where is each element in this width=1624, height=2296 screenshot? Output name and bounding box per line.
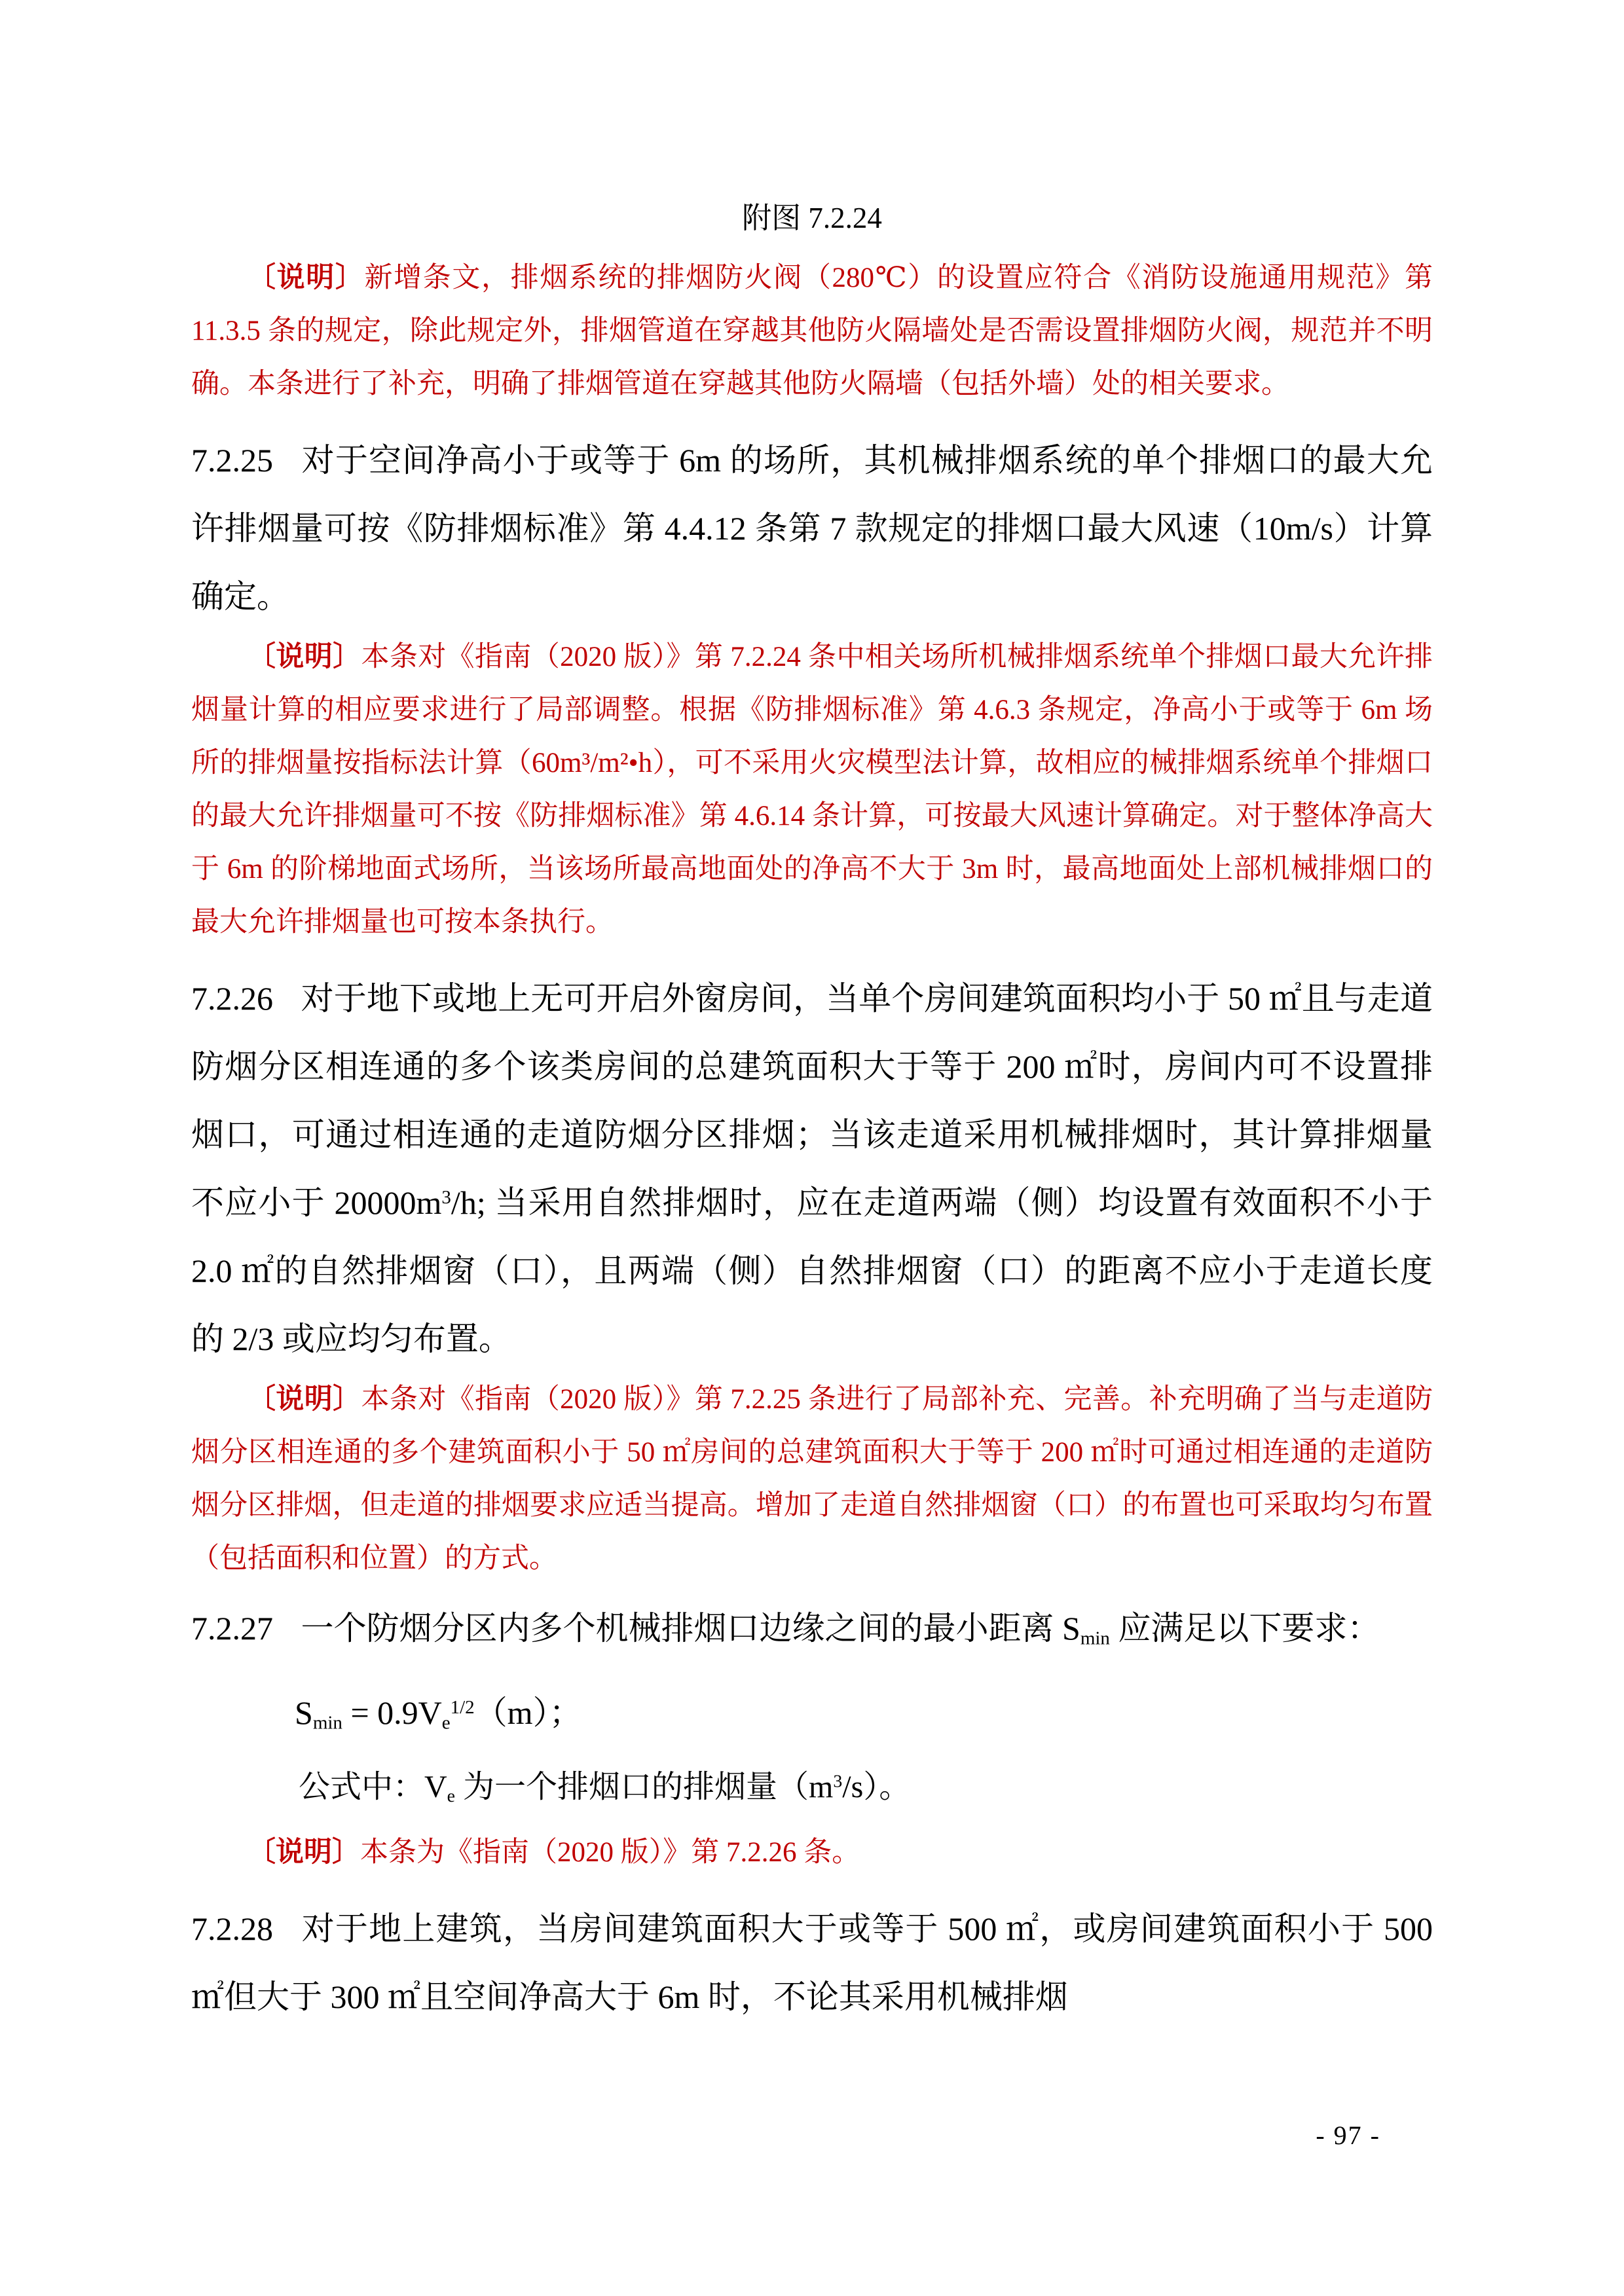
clause-text: 对于地上建筑，当房间建筑面积大于或等于 500 ㎡，或房间建筑面积小于 500 ㎡但大于 300 ㎡且空间净高大于 6m 时，不论其采用机械排烟 — [191, 1910, 1433, 2015]
clause-text: 一个防烟分区内多个机械排烟口边缘之间的最小距离 $S_{min}$ 应满足以下要求： — [301, 1610, 1380, 1649]
note-paragraph-7224 — [191, 251, 1433, 410]
clause-paragraph-7228 — [191, 1895, 1433, 2031]
note-paragraph-7225 — [191, 630, 1433, 949]
note-label: 〔说明〕 — [248, 263, 365, 293]
clause-number: 7.2.28 — [191, 1910, 273, 1947]
formula-smin: $S_{min} = 0.9V_e^{1/2}(m)$； — [295, 1694, 582, 1734]
note-label: 〔说明〕 — [248, 1384, 361, 1415]
clause-text: 对于地下或地上无可开启外窗房间，当单个房间建筑面积均小于 50 ㎡且与走道防烟分区相连通的多个该类房间的总建筑面积大于等于 200 ㎡时，房间内可不设置排烟口，可通过相连通的走道防烟分区排烟；当该走道采用机械排烟时，其计算排烟量不应小于 $20000m^3/h$; 当采用自然排烟时，应在走道两端（侧）均设置有效面积不小于 2.0 ㎡的自然排烟窗（口），且两端（侧）自然排烟窗（口）的距离不应小于走道长度的 2/3 或应均匀布置。 — [191, 980, 1433, 1357]
note-label: 〔说明〕 — [248, 642, 361, 672]
note-label: 〔说明〕 — [248, 1837, 360, 1868]
clause-paragraph-7227 — [191, 1594, 1433, 1662]
clause-paragraph-7225 — [191, 426, 1433, 630]
formula-explanation: 公式中：$V_e$ 为一个排烟口的排烟量$(m^3/s)$。 — [299, 1770, 911, 1806]
clause-number: 7.2.25 — [191, 442, 273, 479]
note-text: 本条对《指南（2020 版）》第 7.2.25 条进行了局部补充、完善。补充明确了当与走道防烟分区相连通的多个建筑面积小于 50 ㎡房间的总建筑面积大于等于 200 ㎡时可通过相连通的走道防烟分区排烟，但走道的排烟要求应适当提高。增加了走道自然排烟窗（口）的布置也可采取均匀布置（包括面积和位置）的方式。 — [191, 1384, 1433, 1574]
page-content — [191, 195, 1433, 2031]
clause-text: 对于空间净高小于或等于 6m 的场所，其机械排烟系统的单个排烟口的最大允许排烟量可按《防排烟标准》第 4.4.12 条第 7 款规定的排烟口最大风速（10m/s）计算确定。 — [191, 442, 1433, 615]
note-text: 新增条文，排烟系统的排烟防火阀（280℃）的设置应符合《消防设施通用规范》第 11.3.5 条的规定，除此规定外，排烟管道在穿越其他防火隔墙处是否需设置排烟防火阀，规范并不明确。本条进行了补充，明确了排烟管道在穿越其他防火隔墙（包括外墙）处的相关要求。 — [191, 263, 1433, 399]
note-text: 本条对《指南（2020 版）》第 7.2.24 条中相关场所机械排烟系统单个排烟口最大允许排烟量计算的相应要求进行了局部调整。根据《防排烟标准》第 4.6.3 条规定，净高小于或等于 6m 场所的排烟量按指标法计算（60m³/m²•h），可不采用火灾模型法计算，故相应的械排烟系统单个排烟口的最大允许排烟量可不按《防排烟标准》第 4.6.14 条计算，可按最大风速计算确定。对于整体净高大于 6m 的阶梯地面式场所，当该场所最高地面处的净高不大于 3m 时，最高地面处上部机械排烟口的最大允许排烟量也可按本条执行。 — [191, 642, 1433, 938]
clause-paragraph-7226 — [191, 964, 1433, 1373]
page-number: - 97 - — [1316, 2121, 1380, 2150]
note-paragraph-7226 — [191, 1373, 1433, 1585]
clause-number: 7.2.27 — [191, 1610, 273, 1647]
note-text: 本条为《指南（2020 版）》第 7.2.26 条。 — [360, 1837, 860, 1868]
note-paragraph-7227 — [191, 1826, 1433, 1879]
figure-caption: 附图 7.2.24 — [742, 202, 882, 234]
clause-number: 7.2.26 — [191, 980, 273, 1017]
